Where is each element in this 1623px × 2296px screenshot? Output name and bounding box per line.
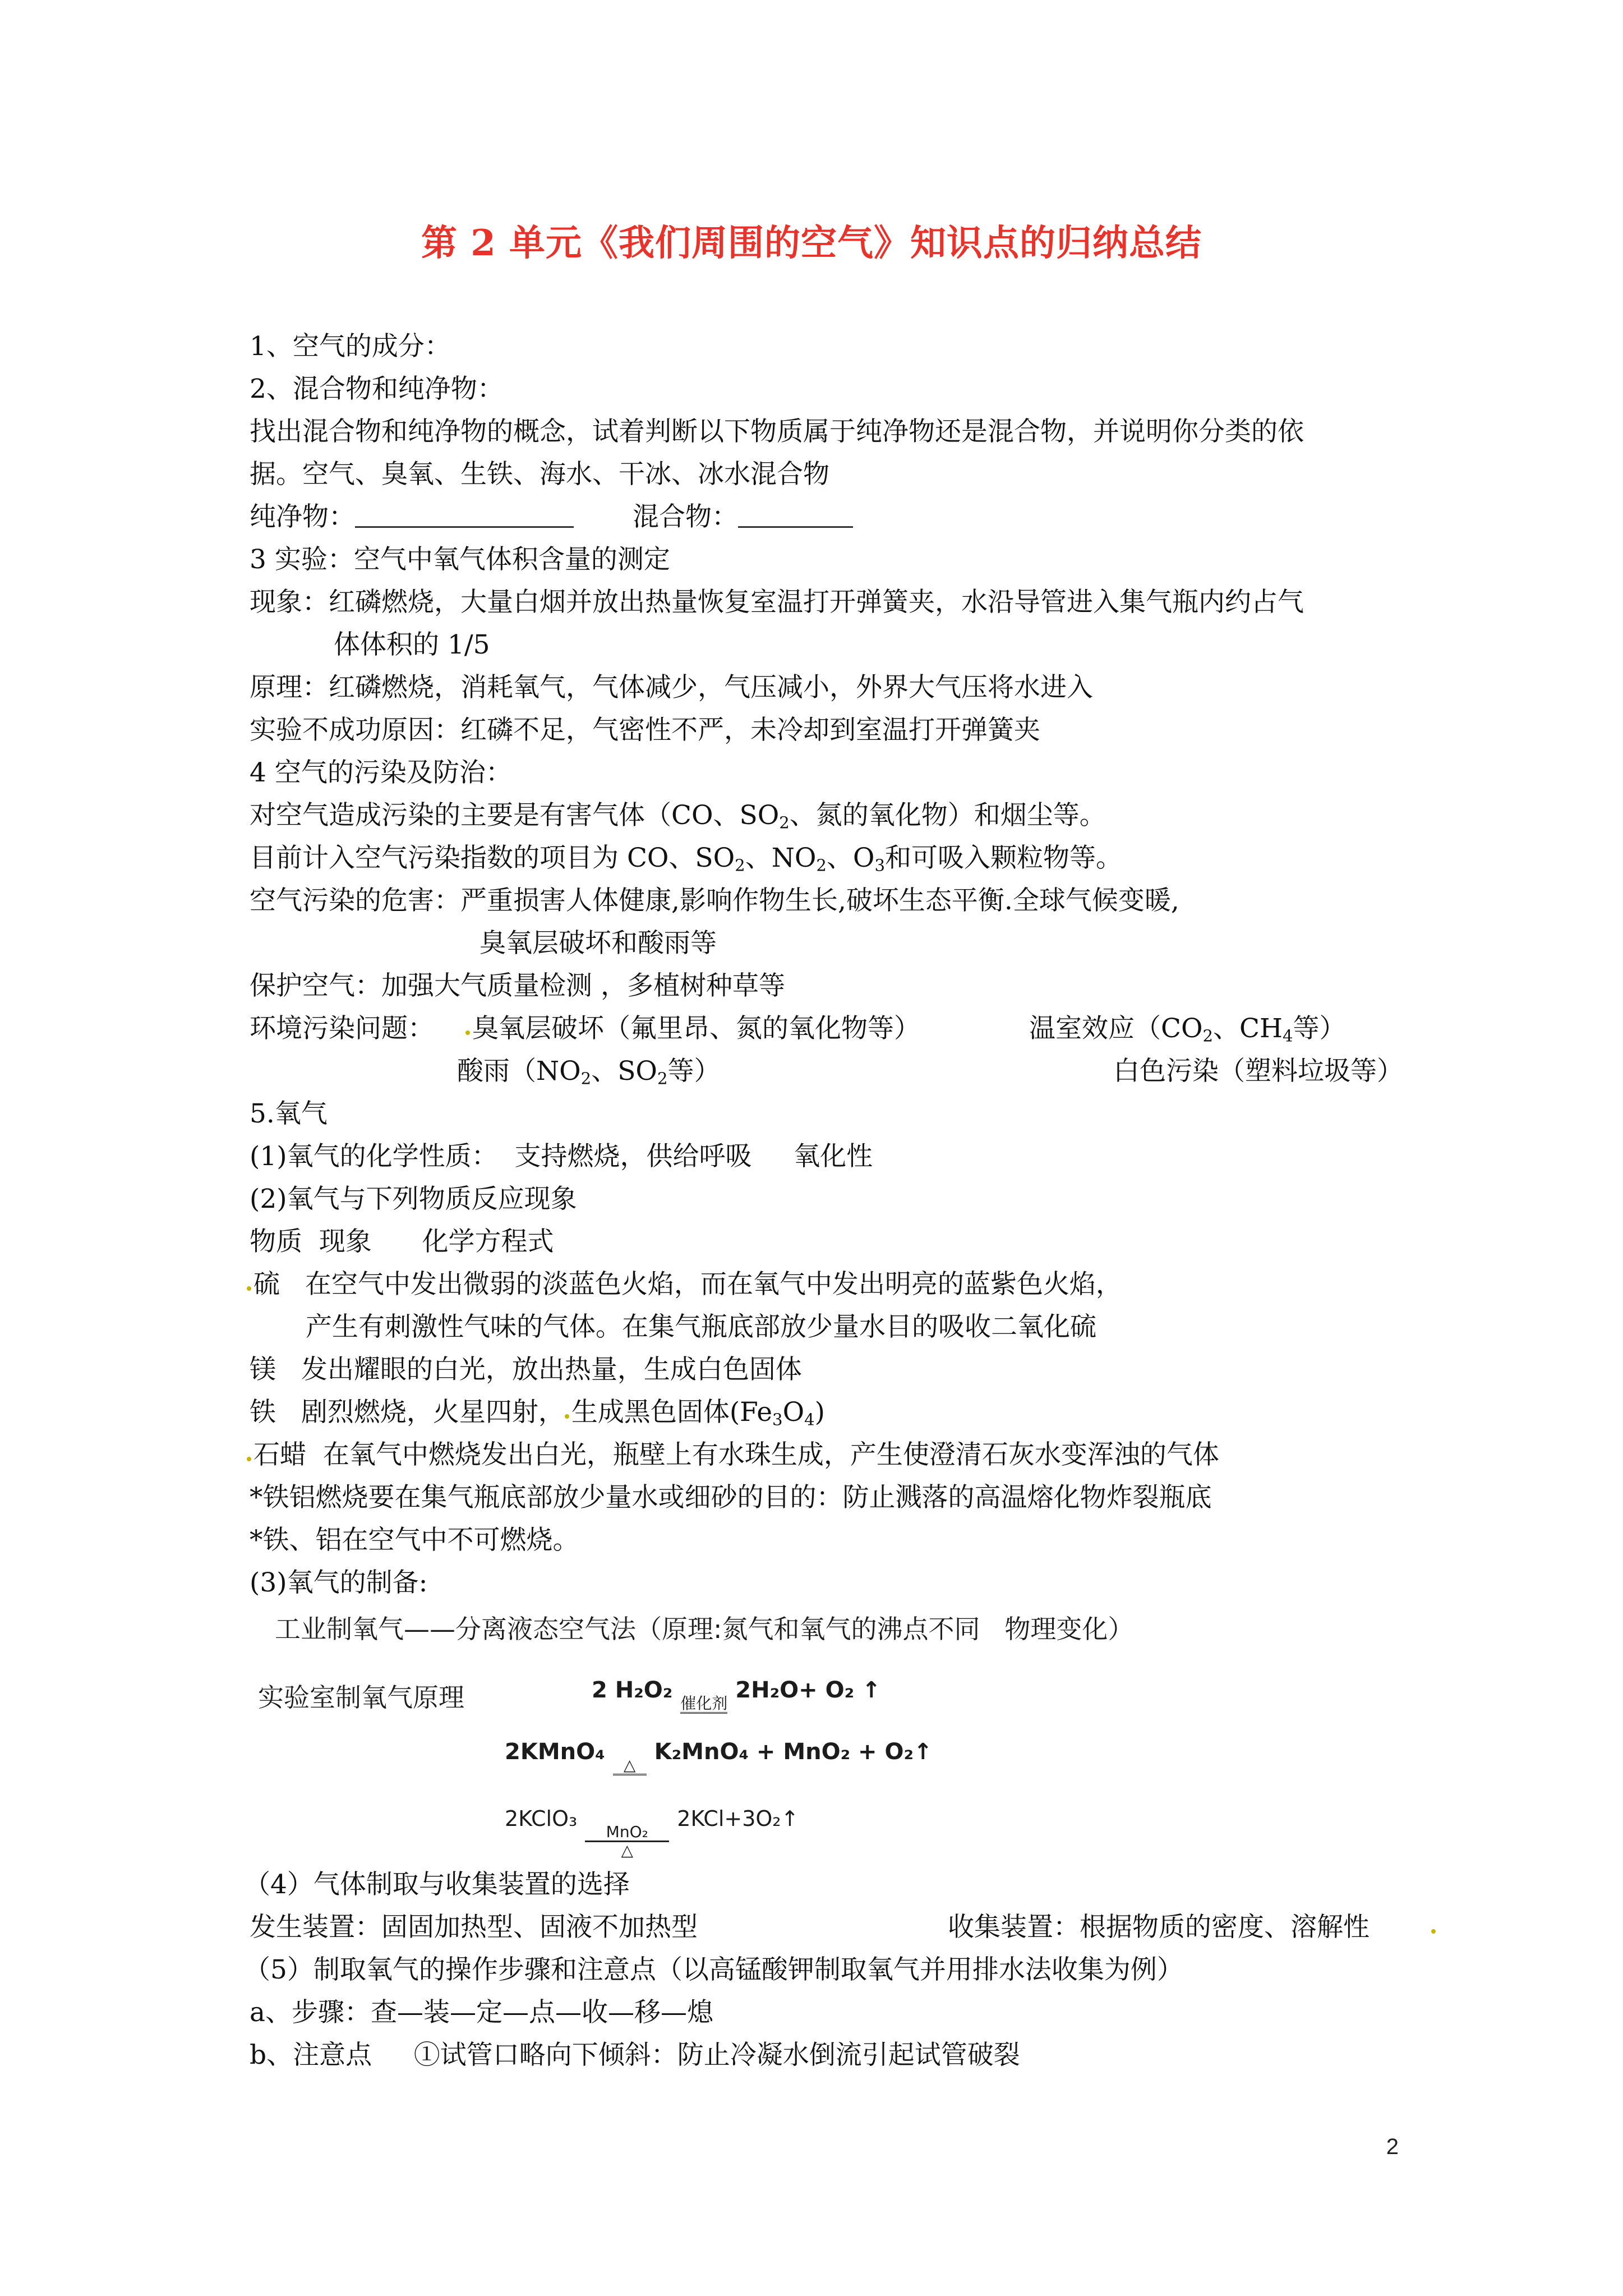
classification-answer-line: [250, 500, 853, 534]
equation-kmno4: 2KMnO₄ △ K₂MnO₄ + MnO₂ + O₂↑: [505, 1739, 933, 1795]
section-3-phenomenon-line-1: 现象：红磷燃烧，大量白烟并放出热量恢复室温打开弹簧夹，水沿导管进入集气瓶内约占气: [250, 587, 1304, 618]
mixture-label: 混合物：: [633, 501, 738, 532]
section-4-pollutants-line: 对空气造成污染的主要是有害气体（CO、$SO_2$、氮的氧化物）和烟尘等。: [250, 800, 1106, 832]
section-5-2-heading: (2)氧气与下列物质反应现象: [250, 1184, 577, 1214]
note-iron-aluminum-air: *铁、铝在空气中不可燃烧。: [250, 1525, 579, 1556]
catalyst-label: 催化剂: [680, 1694, 728, 1713]
section-2-question-line-2: 据。空气、臭氧、生铁、海水、干冰、冰水混合物: [250, 459, 829, 490]
section-4-heading: 4 空气的污染及防治：: [250, 757, 512, 788]
section-4-env-white-pollution: 白色污染（塑料垃圾等）: [1113, 1056, 1403, 1087]
section-5-2-table-header: 物质 现象 化学方程式: [250, 1226, 554, 1257]
section-2-heading: 2、混合物和纯净物：: [250, 374, 504, 404]
section-4-harm-line-1: 空气污染的危害：严重损害人体健康,影响作物生长,破坏生态平衡.全球气候变暖,: [250, 885, 1179, 916]
section-5-heading: 5.氧气: [250, 1098, 328, 1129]
section-4-env-label: 环境污染问题：: [250, 1013, 434, 1044]
generator-apparatus: 发生装置：固固加热型、固液不加热型: [250, 1912, 698, 1943]
heat-symbol: △: [623, 1756, 636, 1774]
section-3-heading: 3 实验：空气中氧气体积含量的测定: [250, 544, 670, 575]
reaction-iron: 铁 剧烈燃烧，火星四射， 生成黑色固体$(Fe_3O_4)$: [250, 1397, 825, 1429]
section-4-harm-line-2: 臭氧层破坏和酸雨等: [479, 928, 717, 959]
industrial-oxygen-method: 工业制氧气——分离液态空气法（原理:氮气和氧气的沸点不同 物理变化）: [275, 1614, 1134, 1644]
section-3-principle: 原理：红磷燃烧，消耗氧气，气体减少，气压减小，外界大气压将水进入: [250, 672, 1093, 703]
note-iron-aluminum-combustion: *铁铝燃烧要在集气瓶底部放少量水或细砂的目的：防止溅落的高温熔化物炸裂瓶底: [250, 1482, 1212, 1513]
equation-h2o2: 2 H₂O₂ 催化剂 2H₂O+ O₂ ↑: [592, 1677, 881, 1733]
reaction-sulfur-line-1: 硫 在空气中发出微弱的淡蓝色火焰，而在氧气中发出明亮的蓝紫色火焰，: [247, 1268, 1122, 1301]
document-title: 第 2 单元《我们周围的空气》知识点的归纳总结: [421, 222, 1202, 264]
mixture-blank: [738, 504, 853, 528]
reaction-magnesium: 镁 发出耀眼的白光，放出热量，生成白色固体: [250, 1354, 802, 1385]
section-5-5-steps: a、步骤：查—装—定—点—收—移—熄: [250, 1997, 714, 2028]
reaction-sulfur-line-2: 产生有刺激性气味的气体。在集气瓶底部放少量水目的吸收二氧化硫: [306, 1312, 1096, 1342]
section-5-4-heading: （4）气体制取与收集装置的选择: [244, 1869, 630, 1900]
section-3-phenomenon-line-2: 体体积的 1/5: [334, 629, 490, 660]
section-5-5-notes: b、注意点 ①试管口略向下倾斜：防止冷凝水倒流引起试管破裂: [250, 2040, 1020, 2070]
reaction-paraffin: 石蜡 在氧气中燃烧发出白光，瓶壁上有水珠生成，产生使澄清石灰水变浑浊的气体: [247, 1438, 1219, 1472]
section-4-index-line: 目前计入空气污染指数的项目为 CO、$SO_2$、$NO_2$、$O_3$和可吸入颗粒物等。: [250, 843, 1122, 875]
section-4-protection: 保护空气：加强大气质量检测 ，多植树种草等: [250, 970, 785, 1001]
section-5-3-heading: (3)氧气的制备:: [250, 1567, 428, 1598]
section-5-1-chemical-properties: (1)氧气的化学性质： 支持燃烧，供给呼吸 氧化性: [250, 1141, 873, 1172]
page-number: 2: [1386, 2134, 1399, 2159]
section-4-env-acid-rain: 酸雨（$NO_2$、$SO_2$等）: [457, 1056, 721, 1088]
section-5-5-heading: （5）制取氧气的操作步骤和注意点（以高锰酸钾制取氧气并用排水法收集为例）: [244, 1954, 1183, 1985]
lab-oxygen-label: 实验室制氧气原理: [258, 1682, 464, 1713]
equation-kclo3: 2KClO₃ MnO₂ △ 2KCl+3O₂↑: [505, 1806, 799, 1860]
section-1-heading: 1、空气的成分：: [250, 331, 451, 362]
pure-substance-blank: [355, 504, 574, 528]
section-4-env-greenhouse: 温室效应（$CO_2$、$CH_4$等）: [1029, 1013, 1346, 1046]
section-2-question-line-1: 找出混合物和纯净物的概念，试着判断以下物质属于纯净物还是混合物，并说明你分类的依: [250, 416, 1304, 447]
section-3-failure-reasons: 实验不成功原因：红磷不足，气密性不严，未冷却到室温打开弹簧夹: [250, 715, 1040, 746]
pure-substance-label: 纯净物：: [250, 501, 355, 532]
section-4-env-ozone: 臭氧层破坏（氟里昂、氮的氧化物等）: [465, 1012, 920, 1046]
collector-apparatus: 收集装置：根据物质的密度、溶解性: [948, 1911, 1438, 1944]
